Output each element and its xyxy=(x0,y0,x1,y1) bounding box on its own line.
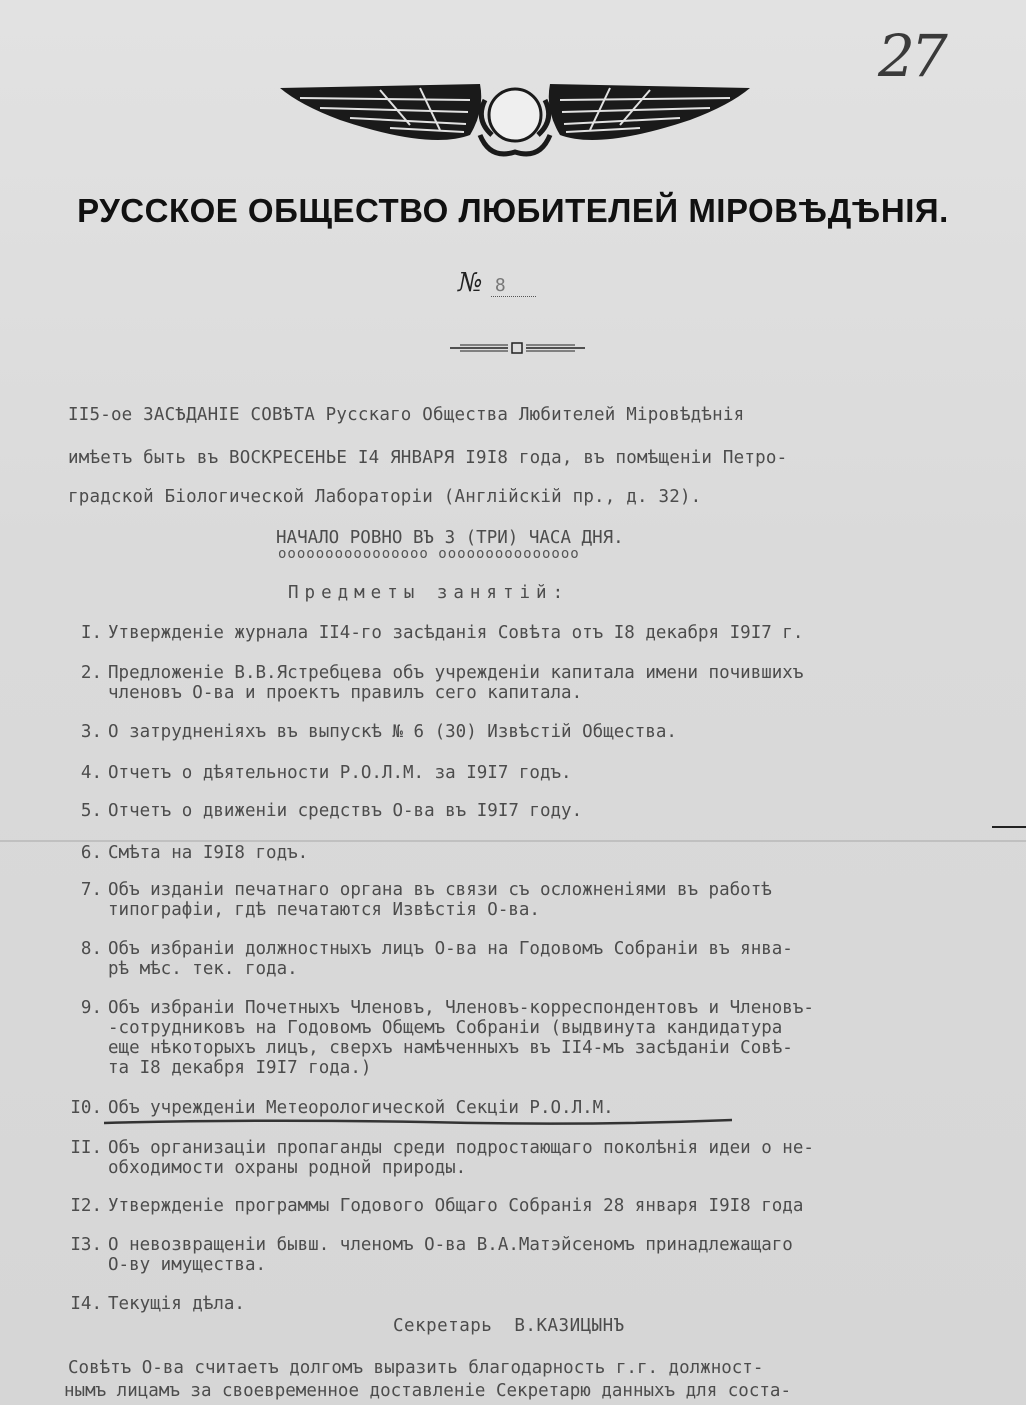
subjects-heading: Предметы занятій: xyxy=(288,583,570,603)
start-time: НАЧАЛО РОВНО ВЪ 3 (ТРИ) ЧАСА ДНЯ. xyxy=(276,528,624,548)
secretary-signature: Секретарь В.КАЗИЦЫНЪ xyxy=(393,1316,625,1336)
document-number xyxy=(458,268,588,298)
archive-page-number: 27 xyxy=(878,22,944,90)
agenda-item-number: 3. xyxy=(80,722,102,742)
agenda-item-number: 8. xyxy=(80,939,102,959)
society-title: РУССКОЕ ОБЩЕСТВО ЛЮБИТЕЛЕЙ МІРОВѢДѢНІЯ. xyxy=(77,192,949,229)
agenda-item-text: Объ избраніи Почетныхъ Членовъ, Членовъ-корреспондентовъ и Членовъ- -сотрудниковъ на Годовомъ Общемъ Собраніи (выдвинута кандидатура еще нѣкоторыхъ лицъ, сверхъ намѣченныхъ въ II4-мъ засѣданіи Совѣ- та I8 декабря I9I7 года.) xyxy=(108,998,814,1078)
agenda-item-text: Объ изданіи печатнаго органа въ связи съ осложненіями въ работѣ типографіи, гдѣ печатаются Извѣстія О-ва. xyxy=(108,880,772,920)
agenda-item-text: Объ организаціи пропаганды среди подростающаго поколѣнія идеи о не- обходимости охраны родной природы. xyxy=(108,1138,814,1178)
winged-disc-emblem-icon xyxy=(280,80,750,180)
agenda-item-text: Объ учрежденіи Метеорологической Секціи Р.О.Л.М. xyxy=(108,1098,614,1118)
closing-line-1: Совѣтъ О-ва считаетъ долгомъ выразить благодарность г.г. должност- xyxy=(68,1358,764,1378)
closing-line-2: нымъ лицамъ за своевременное доставленіе Секретарю данныхъ для соста- xyxy=(64,1381,791,1401)
agenda-item-number: 6. xyxy=(80,843,102,863)
agenda-item-number: I2. xyxy=(70,1196,102,1216)
agenda-item-number: I3. xyxy=(70,1235,102,1255)
agenda-item-text: Смѣта на I9I8 годъ. xyxy=(108,843,309,863)
agenda-item-number: 5. xyxy=(80,801,102,821)
margin-mark xyxy=(992,826,1026,828)
agenda-item-text: Текущія дѣла. xyxy=(108,1294,245,1314)
intro-line-1: II5-ое ЗАСѢДАНІЕ СОВѢТА Русскаго Общества Любителей Міровѣдѣнія xyxy=(68,405,745,425)
agenda-item-number: 2. xyxy=(80,663,102,683)
intro-line-3: градской Біологической Лабораторіи (Англійскій пр., д. 32). xyxy=(68,487,702,507)
number-sign: № xyxy=(458,268,483,298)
agenda-item-text: Отчетъ о дѣятельности Р.О.Л.М. за I9I7 годъ. xyxy=(108,763,572,783)
agenda-item-number: 4. xyxy=(80,763,102,783)
intro-line-2: имѣетъ быть въ ВОСКРЕСЕНЬЕ I4 ЯНВАРЯ I9I8 года, въ помѣщеніи Петро- xyxy=(68,448,788,468)
dotted-underline: oooooooooooooooo ooooooooooooooo xyxy=(278,546,580,562)
agenda-item-text: О невозвращеніи бывш. членомъ О-ва В.А.Матэйсеномъ принадлежащаго О-ву имущества. xyxy=(108,1235,793,1275)
agenda-item-text: Предложеніе В.В.Ястребцева объ учрежденіи капитала имени почившихъ членовъ О-ва и проектъ правилъ сего капитала. xyxy=(108,663,804,703)
agenda-item-number: I4. xyxy=(70,1294,102,1314)
paper-fold xyxy=(0,840,1026,842)
handwritten-underline xyxy=(104,1117,732,1127)
agenda-item-text: Утвержденіе журнала II4-го засѣданія Совѣта отъ I8 декабря I9I7 г. xyxy=(108,623,804,643)
agenda-item-number: I. xyxy=(80,623,102,643)
agenda-item-number: 7. xyxy=(80,880,102,900)
agenda-item-number: II. xyxy=(70,1138,102,1158)
agenda-item-text: Отчетъ о движеніи средствъ О-ва въ I9I7 году. xyxy=(108,801,583,821)
ornament-divider-icon xyxy=(450,338,585,358)
agenda-item-text: Утвержденіе программы Годового Общаго Собранія 28 января I9I8 года xyxy=(108,1196,804,1216)
agenda-item-text: О затрудненіяхъ въ выпускѣ № 6 (30) Извѣстій Общества. xyxy=(108,722,677,742)
agenda-item-text: Объ избраніи должностныхъ лицъ О-ва на Годовомъ Собраніи въ янва- рѣ мѣс. тек. года. xyxy=(108,939,793,979)
agenda-item-number: 9. xyxy=(80,998,102,1018)
number-value: 8 xyxy=(491,275,536,297)
agenda-item-number: I0. xyxy=(70,1098,102,1118)
